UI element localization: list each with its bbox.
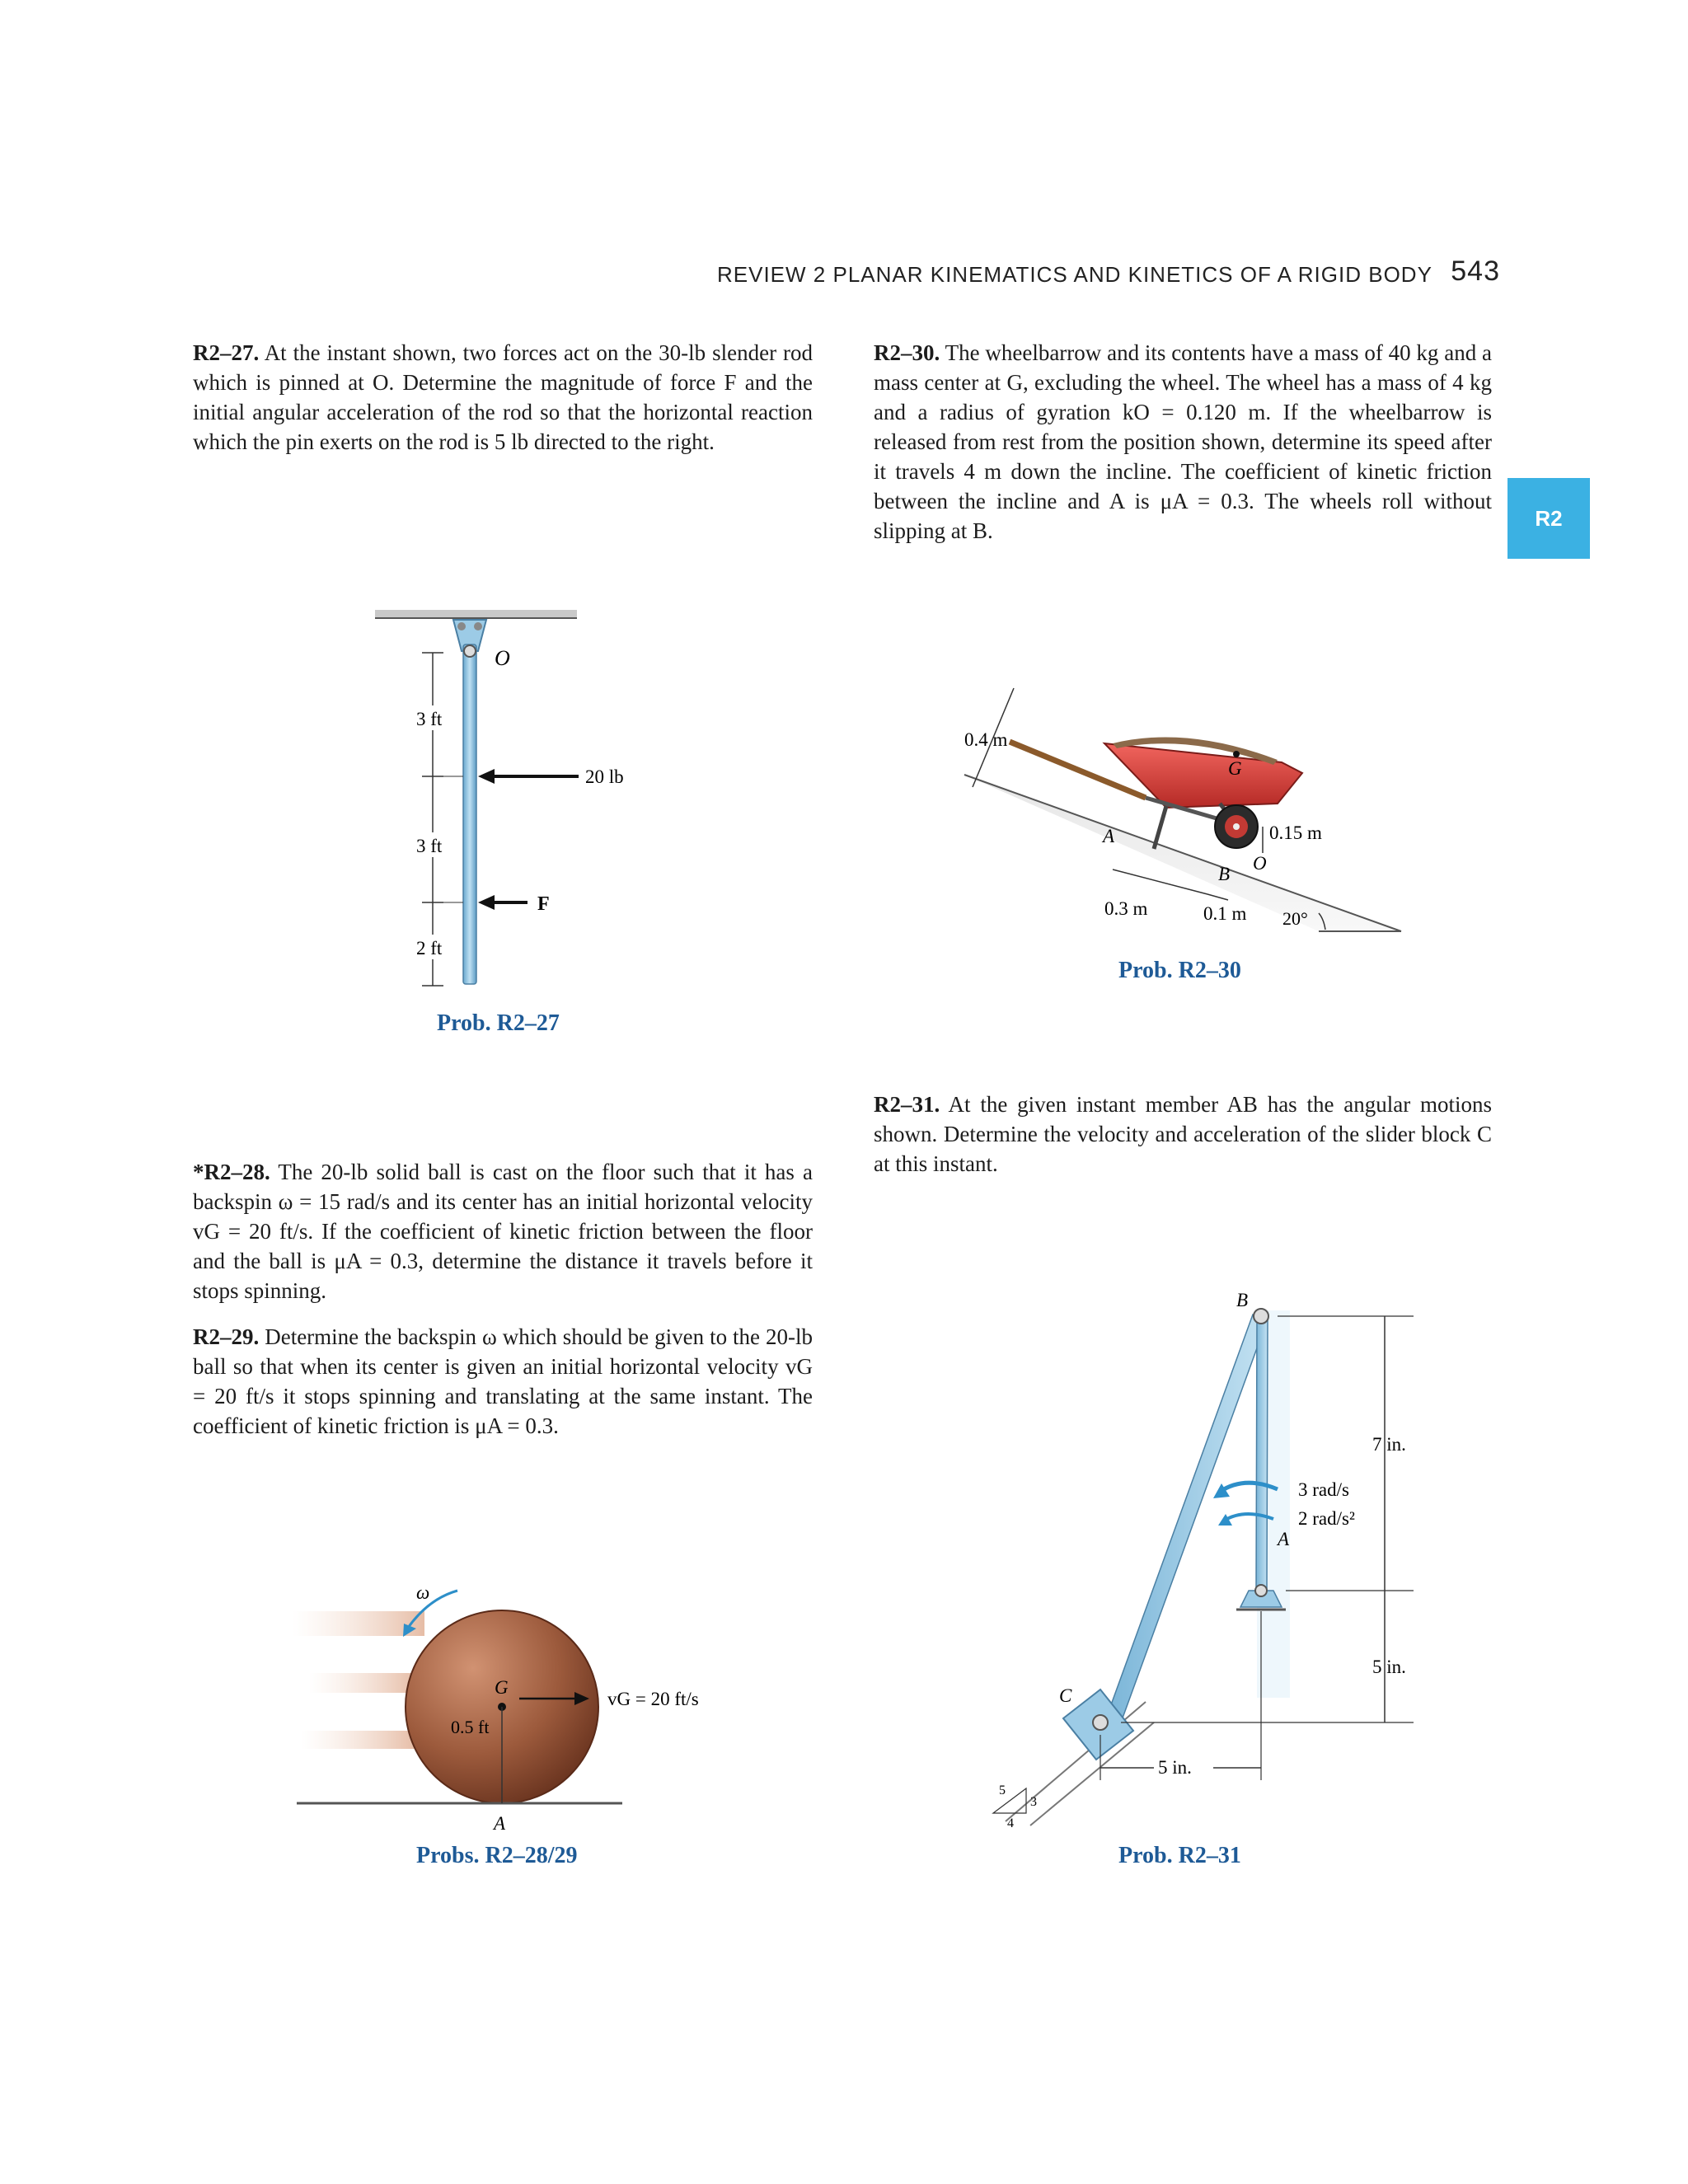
- dim-01-label: 0.1 m: [1203, 903, 1247, 924]
- caption-r2-30: Prob. R2–30: [1118, 958, 1241, 983]
- dim-top-label: 3 ft: [416, 709, 443, 729]
- label-a: A: [494, 1813, 506, 1834]
- label-vg: vG = 20 ft/s: [607, 1689, 699, 1709]
- slope-triangle: [993, 1788, 1026, 1813]
- dim-7-label: 7 in.: [1372, 1434, 1406, 1455]
- caption-r2-27: Prob. R2–27: [437, 1010, 560, 1036]
- dim-03-label: 0.3 m: [1104, 898, 1148, 919]
- page-number: 543: [1451, 255, 1500, 287]
- member-bc: [1106, 1315, 1268, 1722]
- slender-rod: [463, 644, 476, 984]
- force-f-label: F: [537, 893, 550, 915]
- force-f-arrowhead: [478, 895, 495, 910]
- problem-number: *R2–28.: [193, 1160, 270, 1184]
- problem-text: The 20-lb solid ball is cast on the floor such that it has a backspin ω = 15 rad/s and its center has an initial horizontal velocity vG = 20 ft/s. If the coefficient of kinetic friction between the floor and the ball is μA = 0.3, determine the distance it travels before it stops spinning.: [193, 1160, 813, 1303]
- dim-5h-label: 5 in.: [1158, 1757, 1192, 1778]
- pin-o: [464, 645, 476, 657]
- wheel-axle-o: [1233, 823, 1240, 830]
- pin-a: [1255, 1585, 1267, 1596]
- label-omega: ω: [416, 1582, 430, 1603]
- figure-r2-30: [956, 668, 1418, 964]
- label-o: O: [495, 646, 510, 670]
- figure-r2-28-29: [293, 1582, 754, 1838]
- problem-text: The wheelbarrow and its contents have a mass of 40 kg and a mass center at G, excluding the wheel. The wheel has a mass of 4 kg and a radius of gyration kO = 0.120 m. If the wheelbarrow is released from rest from the position shown, determine its speed after it travels 4 m down the incline. The coefficient of kinetic friction between the incline and A is μA = 0.3. The wheels roll without slipping at B.: [874, 340, 1493, 543]
- problem-number: R2–27.: [193, 340, 260, 365]
- problem-r2-28: [193, 1157, 813, 1305]
- support-leg-a: [1154, 806, 1166, 849]
- problem-text: Determine the backspin ω which should be given to the 20-lb ball so that when its center is given an initial horizontal velocity vG = 20 ft/s it stops spinning and translating at the same instant. The coefficient of kinetic friction is μA = 0.3.: [193, 1324, 813, 1438]
- label-a: A: [1278, 1529, 1290, 1549]
- dim-5v-label: 5 in.: [1372, 1657, 1406, 1677]
- label-b: B: [1218, 864, 1231, 884]
- mass-center-g: [1233, 751, 1240, 757]
- label-radius: 0.5 ft: [451, 1717, 490, 1737]
- problem-r2-30: [874, 338, 1492, 546]
- label-c: C: [1059, 1685, 1072, 1706]
- label-a: A: [1103, 826, 1115, 846]
- slope-5: 5: [999, 1783, 1006, 1797]
- label-g: G: [495, 1677, 509, 1698]
- running-header: [709, 255, 1500, 293]
- member-ab: [1256, 1316, 1268, 1591]
- alpha-label: 2 rad/s²: [1298, 1508, 1355, 1529]
- force-20-arrowhead: [478, 769, 495, 784]
- problem-number: R2–29.: [193, 1324, 260, 1349]
- motion-blur-2: [309, 1673, 416, 1693]
- problem-text: At the instant shown, two forces act on the 30-lb slender rod which is pinned at O. Determine the magnitude of force F and the initial angular acceleration of the rod so that the horizontal reaction which the pin exerts on the rod is 5 lb directed to the right.: [193, 340, 813, 454]
- problem-number: R2–30.: [874, 340, 940, 365]
- problem-r2-29: [193, 1322, 813, 1441]
- running-title: REVIEW 2 PLANAR KINEMATICS AND KINETICS OF A RIGID BODY: [717, 262, 1432, 287]
- omega-label: 3 rad/s: [1298, 1479, 1349, 1500]
- wheelbarrow-tray: [1104, 743, 1302, 808]
- angle-label: 20°: [1282, 908, 1308, 929]
- chapter-tab-label: R2: [1535, 505, 1563, 531]
- problem-text: At the given instant member AB has the angular motions shown. Determine the velocity and acceleration of the slider block C at this instant.: [874, 1092, 1492, 1176]
- dim-bot-label: 2 ft: [416, 938, 443, 958]
- chapter-tab: [1507, 478, 1590, 559]
- dim-04-label: 0.4 m: [964, 729, 1008, 750]
- label-g: G: [1228, 758, 1242, 779]
- ceiling: [375, 610, 577, 618]
- problem-number: R2–31.: [874, 1092, 940, 1117]
- figure-r2-31: [956, 1273, 1418, 1834]
- dim-015-label: 0.15 m: [1269, 823, 1322, 843]
- label-o: O: [1253, 853, 1267, 874]
- pin-c: [1093, 1715, 1108, 1730]
- motion-blur-3: [301, 1731, 416, 1749]
- problem-r2-31: [874, 1090, 1492, 1179]
- bolt-right: [474, 622, 482, 630]
- problem-r2-27: [193, 338, 813, 457]
- bolt-left: [457, 622, 466, 630]
- label-b: B: [1236, 1290, 1249, 1310]
- figure-r2-27: [363, 593, 626, 997]
- slope-4: 4: [1007, 1816, 1014, 1830]
- caption-r2-31: Prob. R2–31: [1118, 1843, 1241, 1868]
- slope-3: 3: [1030, 1795, 1037, 1809]
- dim-01-line: [1207, 894, 1228, 900]
- force-20-label: 20 lb: [585, 766, 624, 787]
- caption-r2-28-29: Probs. R2–28/29: [416, 1843, 578, 1868]
- dim-mid-label: 3 ft: [416, 836, 443, 856]
- pin-b: [1254, 1309, 1268, 1324]
